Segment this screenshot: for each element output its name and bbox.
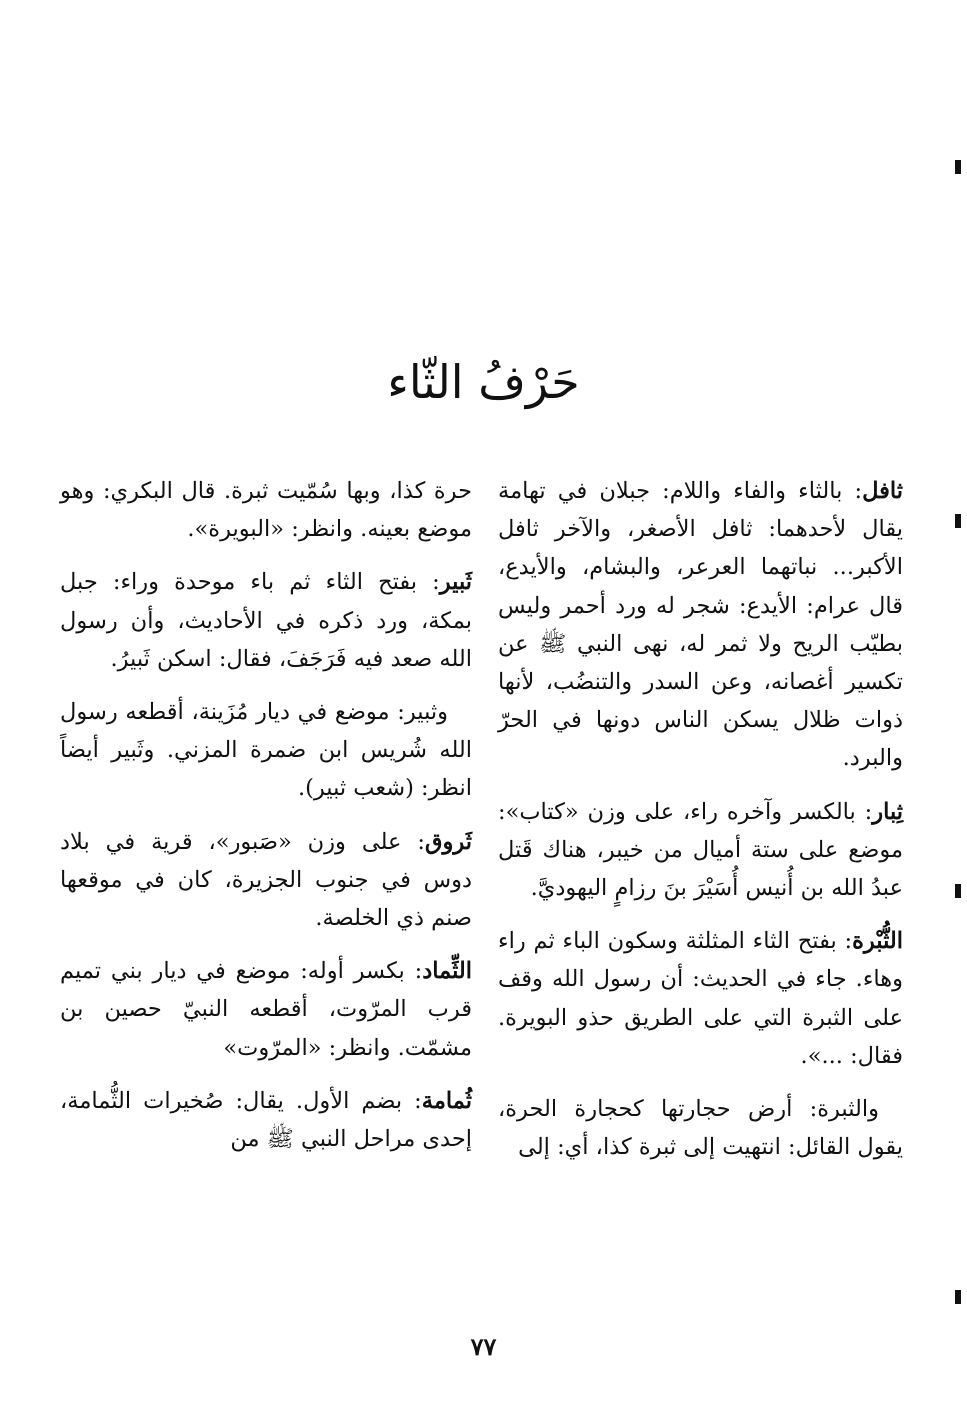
page-edge-mark: [955, 160, 961, 174]
entry-thubra: [498, 922, 903, 1075]
entry-thafil: [498, 472, 903, 778]
entry-headword: ثِبار: [872, 798, 903, 825]
entry-text: : بالثاء والفاء واللام: جبلان في تهامة يقال لأحدهما: ثافل الأصغر، والآخر ثافل الأكبر... نباتهما العرعر، والبشام، والأيدع، قال عرام: الأيدع: شجر له ورد أحمر وليس بطيّب الريح ولا ثمر له، نهى النبي ﷺ عن تكسير أغصانه، وعن السدر والتنضُب، لأنها ذوات ظلال يسكن الناس دونها في الحرّ والبرد.: [498, 478, 903, 772]
entry-headword: الثِّماد: [422, 958, 472, 985]
page-edge-mark: [955, 514, 961, 528]
entry-thubra-end: [60, 472, 472, 548]
page-number: ٧٧: [470, 1332, 497, 1361]
entry-headword: ثافل: [862, 478, 903, 504]
entry-text: : بفتح الثاء المثلثة وسكون الباء ثم راء وهاء. جاء في الحديث: أن رسول الله وقف على الثبرة التي على الطريق حذو البويرة. فقال: ...».: [498, 928, 903, 1069]
entry-text: : بضم الأول. يقال: صُخيرات الثُّمامة، إحدى مراحل النبي ﷺ من: [60, 1087, 472, 1153]
entry-tharuq: [60, 823, 472, 938]
entry-text: : بفتح الثاء ثم باء موحدة وراء: جبل بمكة، ورد ذكره في الأحاديث، وأن رسول الله صعد فيه فَرَجَفَ، فقال: اسكن ثَبيرُ.: [60, 569, 472, 672]
entry-thibar: [498, 793, 903, 908]
entry-text: حرة كذا، وبها سُمّيت ثبرة. قال البكري: وهو موضع بعينه. وانظر: «البويرة».: [60, 478, 472, 543]
entry-thabir: [60, 563, 472, 678]
entry-headword: ثَروق: [425, 828, 472, 855]
entry-thabir-second: [60, 693, 472, 808]
entry-text: : على وزن «صَبور»، قرية في بلاد دوس في جنوب الجزيرة، كان في موقعها صنم ذي الخلصة.: [60, 828, 472, 932]
chapter-title: حَرْفُ الثّاء: [387, 355, 580, 409]
entry-headword: الثُّبْرة: [852, 928, 903, 955]
right-column: [498, 472, 903, 1181]
entry-thimad: [60, 952, 472, 1067]
entry-thubra-continued: [498, 1090, 903, 1166]
left-column: [60, 472, 472, 1173]
page-edge-mark: [955, 1290, 961, 1304]
entry-text: : بالكسر وآخره راء، على وزن «كتاب»: موضع على ستة أميال من خيبر، هناك قَتل عبدُ الله بن أُنيس أُسَيْرَ بنَ رزامٍ اليهوديَّ.: [498, 798, 903, 902]
entry-text: وثبير: موضع في ديار مُزَينة، أقطعه رسول الله شُريس ابن ضمرة المزني. وثَبير أيضاً انظر: (شعب ثبير).: [60, 699, 472, 802]
entry-thumama: [60, 1082, 472, 1158]
entry-headword: ثَبير: [439, 569, 472, 596]
entry-text: والثبرة: أرض حجارتها كحجارة الحرة، يقول القائل: انتهيت إلى ثبرة كذا، أي: إلى: [498, 1096, 903, 1161]
entry-text: : بكسر أوله: موضع في ديار بني تميم قرب المرّوت، أقطعه النبيّ حصين بن مشمّت. وانظر: «المرّوت»: [60, 958, 472, 1061]
page-edge-mark: [955, 884, 961, 898]
entry-headword: ثُمامة: [421, 1087, 472, 1114]
